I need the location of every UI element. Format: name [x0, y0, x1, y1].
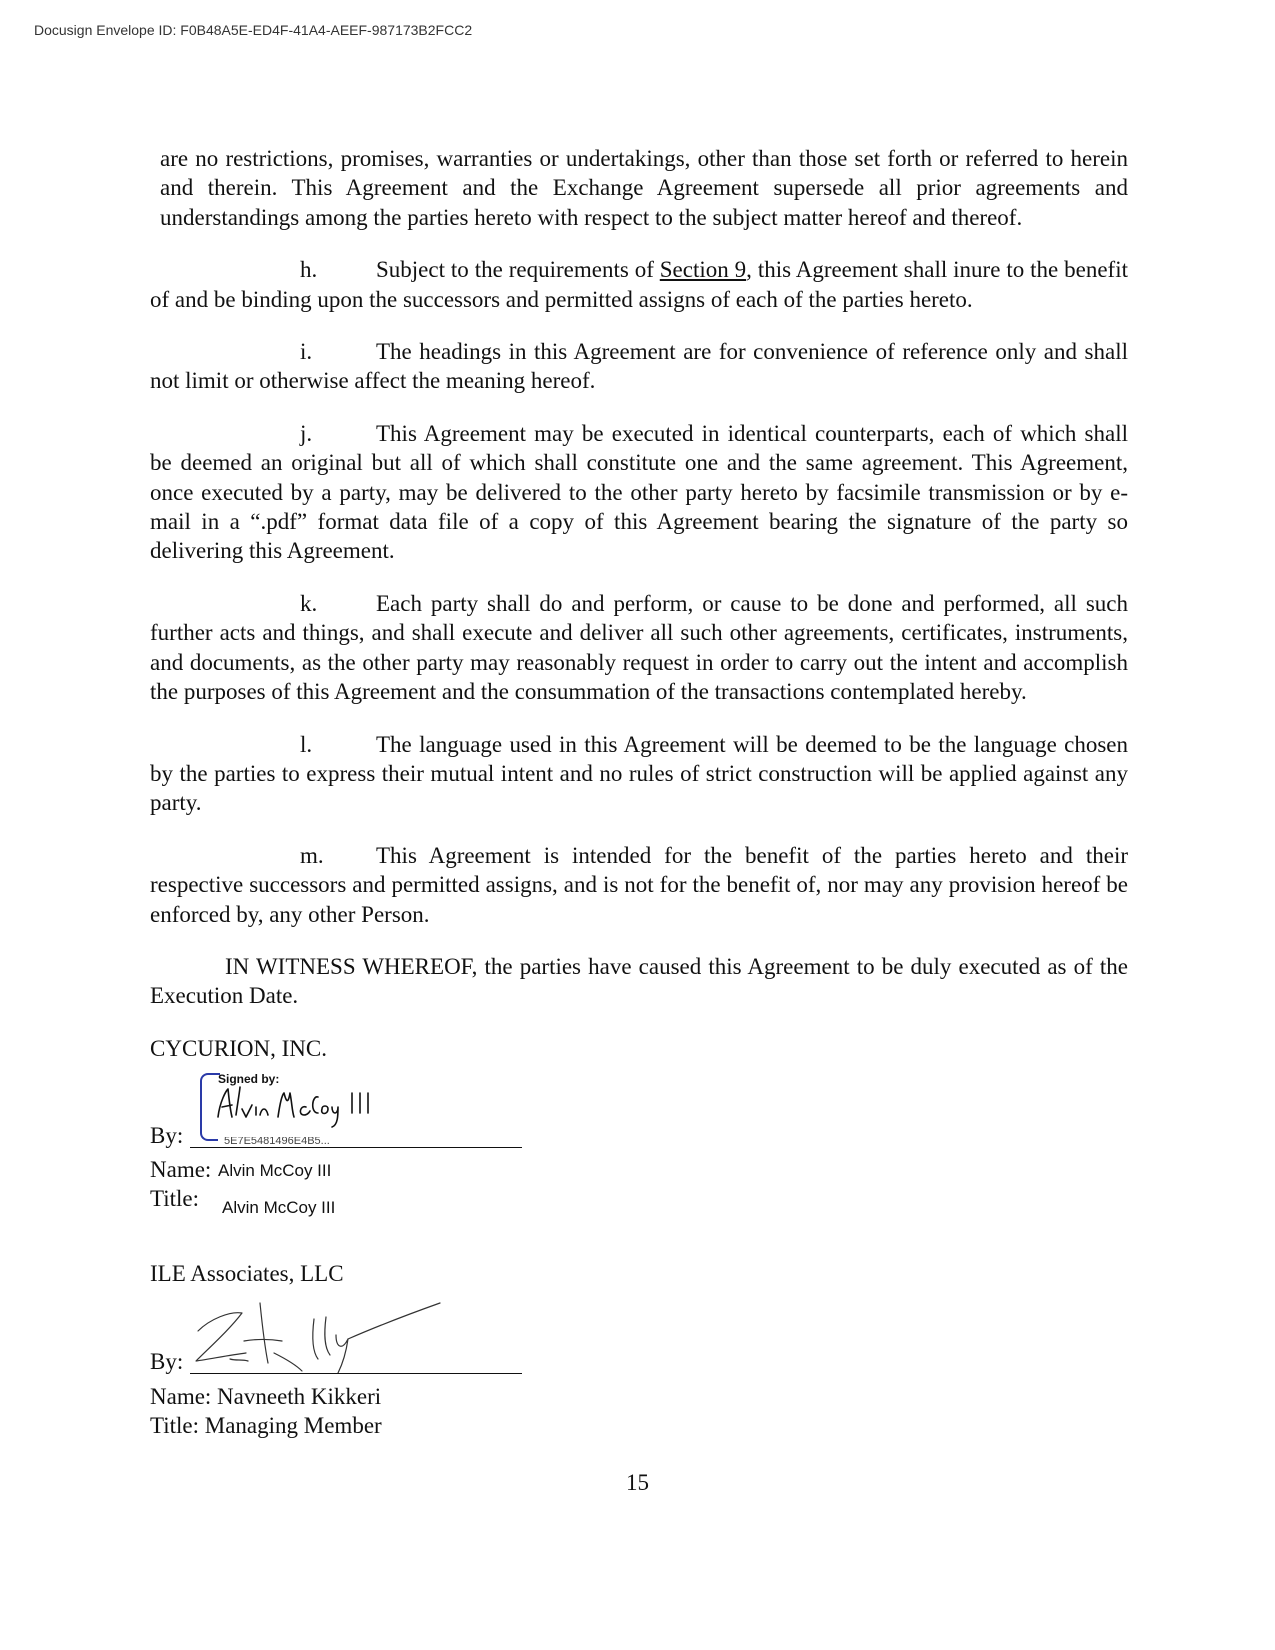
docusign-envelope-id: Docusign Envelope ID: F0B48A5E-ED4F-41A4-AEEF-987173B2FCC2 — [34, 22, 473, 38]
clause-k-text: Each party shall do and perform, or cause to be done and performed, all such further acts and things, and shall execute and deliver all such other agreements, certificates, instruments, and documents, as the other party may reasonably request in order to carry out the intent and accomplish the purposes of this Agreement and the consummation of the transactions contemplated hereby. — [150, 590, 1128, 705]
clause-h-label: h. — [300, 257, 318, 283]
clause-k-label: k. — [300, 590, 318, 616]
clause-k — [150, 589, 1128, 707]
clause-h-text-before: Subject to the requirements of — [376, 257, 660, 283]
clause-j-label: j. — [300, 420, 313, 446]
ile-by-label: By: — [150, 1348, 184, 1374]
clause-m — [150, 841, 1128, 929]
cycurion-title-value: Alvin McCoy III — [222, 1198, 336, 1218]
clause-i-text: The headings in this Agreement are for convenience of reference only and shall not limit or otherwise affect the meaning hereof. — [150, 339, 1128, 394]
docusign-signer-id: 5E7E5481496E4B5... — [224, 1137, 330, 1147]
cycurion-signature-line — [190, 1147, 522, 1148]
page-number: 15 — [626, 1470, 649, 1495]
cycurion-signature-block — [150, 1063, 1128, 1155]
clause-m-label: m. — [300, 842, 324, 868]
clause-h — [150, 255, 1128, 314]
clause-j-text: This Agreement may be executed in identical counterparts, each of which shall be deemed an original but all of which shall constitute one and the same agreement. This Agreement, once executed by a party, may be delivered to the other party hereto by facsimile transmission or by e-mail in a “.pdf” format data file of a copy of this Agreement bearing the signature of the party so delivering this Agreement. — [150, 420, 1128, 564]
cycurion-by-label: By: — [150, 1123, 184, 1149]
ile-signature-block — [150, 1289, 1128, 1382]
ile-company-name: ILE Associates, LLC — [150, 1261, 344, 1287]
cycurion-name-row — [150, 1155, 1128, 1184]
document-body — [150, 144, 1128, 1440]
section-9-reference: Section 9 — [659, 257, 747, 283]
continuation-paragraph: are no restrictions, promises, warranties or undertakings, other than those set forth or referred to herein and therein. This Agreement and the Exchange Agreement supersede all prior agreements and understandings among the parties hereto with respect to the subject matter hereof and thereof. — [160, 146, 1128, 230]
clause-j — [150, 419, 1128, 566]
cycurion-name-value: Alvin McCoy III — [218, 1161, 332, 1181]
clause-i — [150, 337, 1128, 396]
ile-signature-line — [190, 1373, 522, 1374]
cycurion-title-label: Title: — [150, 1186, 200, 1212]
ile-name-line: Name: Navneeth Kikkeri — [150, 1383, 382, 1409]
clause-l-text: The language used in this Agreement will be deemed to be the language chosen by the parties to express their mutual intent and no rules of strict construction will be applied against any party. — [150, 731, 1128, 816]
clause-i-label: i. — [300, 339, 313, 365]
clause-m-text: This Agreement is intended for the benefit of the parties hereto and their respective successors and permitted assigns, and is not for the benefit of, nor may any provision hereof be enforced by, any other Person. — [150, 842, 1128, 927]
cycurion-signature — [210, 1081, 380, 1129]
ile-title-line: Title: Managing Member — [150, 1412, 382, 1438]
cycurion-title-row — [150, 1184, 1128, 1218]
cycurion-company-name: CYCURION, INC. — [150, 1035, 327, 1061]
ile-signature — [190, 1289, 450, 1381]
clause-l — [150, 730, 1128, 818]
witness-paragraph: IN WITNESS WHEREOF, the parties have caused this Agreement to be duly executed as of the Execution Date. — [150, 953, 1128, 1009]
clause-h-text-after: , this Agreement shall inure to the benefit of and be binding upon the successors and permitted assigns of each of the parties hereto. — [150, 257, 1128, 312]
cycurion-name-label: Name: — [150, 1157, 212, 1183]
signed-by-label: Signed by: — [218, 1072, 280, 1087]
clause-l-label: l. — [300, 731, 313, 757]
